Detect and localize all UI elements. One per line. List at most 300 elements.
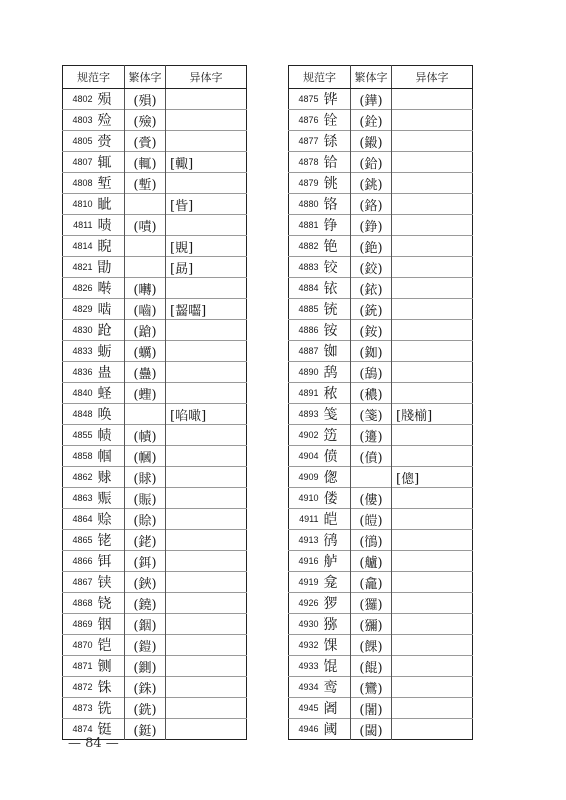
standard-char: 馄 bbox=[323, 656, 351, 677]
entry-number: 4932 bbox=[289, 635, 323, 656]
entry-number: 4930 bbox=[289, 614, 323, 635]
traditional-char: (銨) bbox=[351, 320, 392, 341]
standard-char: 阇 bbox=[323, 698, 351, 719]
table-row bbox=[63, 341, 247, 362]
standard-char: 勖 bbox=[97, 257, 125, 278]
traditional-char: (鎧) bbox=[125, 635, 166, 656]
traditional-char: (賑) bbox=[125, 488, 166, 509]
standard-char: 铧 bbox=[323, 92, 338, 108]
variant-char bbox=[392, 236, 473, 257]
table-row bbox=[63, 173, 247, 194]
table-row bbox=[289, 572, 473, 593]
table-row bbox=[63, 572, 247, 593]
traditional-char: (銃) bbox=[351, 299, 392, 320]
variant-char bbox=[392, 215, 473, 236]
entry-number: 4855 bbox=[63, 425, 97, 446]
standard-char: 辄 bbox=[97, 152, 125, 173]
traditional-char: (賒) bbox=[125, 509, 166, 530]
entry-number: 4869 bbox=[63, 614, 97, 635]
traditional-char: (獼) bbox=[351, 614, 392, 635]
entry-number: 4909 bbox=[289, 467, 323, 488]
table-row bbox=[289, 635, 473, 656]
table-row bbox=[289, 551, 473, 572]
standard-char: 殒 bbox=[97, 92, 112, 108]
standard-char: 铫 bbox=[323, 173, 351, 194]
entry-number: 4807 bbox=[63, 152, 97, 173]
standard-char: 蛎 bbox=[97, 341, 125, 362]
variant-char bbox=[166, 89, 247, 110]
entry-number: 4867 bbox=[63, 572, 97, 593]
traditional-char: (嘖) bbox=[125, 215, 166, 236]
traditional-char: (艫) bbox=[351, 551, 392, 572]
header-variant: 异体字 bbox=[166, 66, 247, 89]
table-row bbox=[63, 236, 247, 257]
entry-number: 4911 bbox=[289, 509, 323, 530]
entry-number: 4877 bbox=[289, 131, 323, 152]
traditional-char: (銖) bbox=[125, 677, 166, 698]
variant-char bbox=[166, 383, 247, 404]
entry-number: 4878 bbox=[289, 152, 323, 173]
variant-char bbox=[166, 656, 247, 677]
standard-char: 铠 bbox=[97, 635, 125, 656]
variant-char bbox=[392, 488, 473, 509]
table-row bbox=[289, 614, 473, 635]
table-row bbox=[63, 362, 247, 383]
header-standard: 规范字 bbox=[63, 66, 125, 89]
table-row bbox=[63, 131, 247, 152]
traditional-char: (銦) bbox=[125, 614, 166, 635]
variant-char bbox=[392, 362, 473, 383]
character-table-left bbox=[62, 65, 247, 740]
entry-number: 4866 bbox=[63, 551, 97, 572]
entry-number: 4864 bbox=[63, 509, 97, 530]
table-row bbox=[289, 677, 473, 698]
entry-number: 4874 bbox=[63, 719, 97, 740]
variant-char bbox=[392, 173, 473, 194]
standard-char: 铣 bbox=[97, 698, 125, 719]
traditional-char: (闍) bbox=[351, 698, 392, 719]
variant-char bbox=[392, 551, 473, 572]
table-row bbox=[63, 530, 247, 551]
table-row bbox=[289, 320, 473, 341]
table-row bbox=[289, 404, 473, 425]
traditional-char: (鍘) bbox=[125, 656, 166, 677]
entry-number: 4916 bbox=[289, 551, 323, 572]
table-row bbox=[63, 320, 247, 341]
variant-char bbox=[166, 677, 247, 698]
entry-number: 4884 bbox=[289, 278, 323, 299]
standard-char: 赇 bbox=[97, 467, 125, 488]
variant-char: [牋椾] bbox=[392, 404, 473, 425]
variant-char: [啗噉] bbox=[166, 404, 247, 425]
traditional-char: (龕) bbox=[351, 572, 392, 593]
table-row bbox=[63, 488, 247, 509]
standard-char: 偾 bbox=[323, 446, 351, 467]
traditional-char: (穠) bbox=[351, 383, 392, 404]
table-row bbox=[289, 488, 473, 509]
table-row bbox=[289, 131, 473, 152]
traditional-char: (銓) bbox=[351, 110, 392, 131]
variant-char bbox=[166, 488, 247, 509]
traditional-char: (鋏) bbox=[125, 572, 166, 593]
variant-char bbox=[392, 656, 473, 677]
table-row bbox=[63, 299, 247, 320]
standard-char: 皑 bbox=[323, 509, 351, 530]
entry-number: 4886 bbox=[289, 320, 323, 341]
entry-number: 4933 bbox=[289, 656, 323, 677]
entry-number: 4883 bbox=[289, 257, 323, 278]
table-row bbox=[63, 194, 247, 215]
traditional-char: (幘) bbox=[125, 425, 166, 446]
variant-char bbox=[166, 215, 247, 236]
entry-number: 4881 bbox=[289, 215, 323, 236]
entry-number: 4872 bbox=[63, 677, 97, 698]
traditional-char bbox=[351, 467, 392, 488]
entry-number: 4808 bbox=[63, 173, 97, 194]
traditional-char: (殮) bbox=[125, 110, 166, 131]
traditional-char: (銠) bbox=[125, 530, 166, 551]
standard-char: 笾 bbox=[323, 425, 351, 446]
entry-number: 4882 bbox=[289, 236, 323, 257]
traditional-char: (鉻) bbox=[351, 194, 392, 215]
standard-char: 铵 bbox=[323, 320, 351, 341]
table-row bbox=[289, 236, 473, 257]
variant-char: [眥] bbox=[166, 194, 247, 215]
entry-number: 4868 bbox=[63, 593, 97, 614]
variant-char bbox=[392, 719, 473, 740]
table-row bbox=[63, 404, 247, 425]
variant-char bbox=[166, 341, 247, 362]
table-row bbox=[289, 467, 473, 488]
standard-char: 铰 bbox=[323, 257, 351, 278]
variant-char bbox=[166, 446, 247, 467]
variant-char bbox=[166, 467, 247, 488]
table-row bbox=[289, 278, 473, 299]
traditional-char: (籩) bbox=[351, 425, 392, 446]
table-row bbox=[289, 593, 473, 614]
entry-number: 4863 bbox=[63, 488, 97, 509]
traditional-char: (鐃) bbox=[125, 593, 166, 614]
table-row bbox=[289, 656, 473, 677]
standard-char: 啮 bbox=[97, 299, 125, 320]
standard-char: 铷 bbox=[323, 341, 351, 362]
traditional-char: (蠱) bbox=[125, 362, 166, 383]
table-row bbox=[289, 194, 473, 215]
variant-char: [勗] bbox=[166, 257, 247, 278]
traditional-char bbox=[125, 257, 166, 278]
traditional-char: (皚) bbox=[351, 509, 392, 530]
traditional-char: (鎩) bbox=[351, 131, 392, 152]
variant-char bbox=[392, 698, 473, 719]
standard-char: 笺 bbox=[323, 404, 351, 425]
table-row bbox=[289, 383, 473, 404]
entry-number: 4945 bbox=[289, 698, 323, 719]
variant-char bbox=[166, 131, 247, 152]
traditional-char: (鏵) bbox=[351, 89, 392, 110]
table-row bbox=[63, 614, 247, 635]
traditional-char: (銥) bbox=[351, 278, 392, 299]
traditional-char: (錚) bbox=[351, 215, 392, 236]
traditional-char: (賕) bbox=[125, 467, 166, 488]
standard-char: 铳 bbox=[323, 299, 351, 320]
page-number: — 84 — bbox=[68, 736, 119, 751]
variant-char bbox=[166, 110, 247, 131]
standard-char: 蛊 bbox=[97, 362, 125, 383]
variant-char bbox=[166, 278, 247, 299]
table-row bbox=[289, 362, 473, 383]
standard-char: 蛏 bbox=[97, 383, 125, 404]
table-row bbox=[63, 635, 247, 656]
standard-char: 猕 bbox=[323, 614, 351, 635]
table-row bbox=[289, 152, 473, 173]
variant-char bbox=[392, 593, 473, 614]
standard-char: 铢 bbox=[97, 677, 125, 698]
variant-char bbox=[392, 446, 473, 467]
traditional-char bbox=[125, 404, 166, 425]
standard-char: 帼 bbox=[97, 446, 125, 467]
traditional-char: (銑) bbox=[125, 698, 166, 719]
traditional-char: (餛) bbox=[351, 656, 392, 677]
standard-char: 秾 bbox=[323, 383, 351, 404]
entry-number: 4871 bbox=[63, 656, 97, 677]
entry-number: 4862 bbox=[63, 467, 97, 488]
entry-number: 4811 bbox=[63, 215, 97, 236]
traditional-char: (鉺) bbox=[125, 551, 166, 572]
standard-char: 偻 bbox=[323, 488, 351, 509]
header-traditional: 繁体字 bbox=[125, 66, 166, 89]
table-row bbox=[289, 341, 473, 362]
table-row bbox=[289, 173, 473, 194]
traditional-char: (僂) bbox=[351, 488, 392, 509]
table-row bbox=[289, 89, 473, 110]
table-row bbox=[63, 593, 247, 614]
entry-number: 4833 bbox=[63, 341, 97, 362]
table-row bbox=[63, 257, 247, 278]
header-traditional: 繁体字 bbox=[351, 66, 392, 89]
traditional-char: (蠣) bbox=[125, 341, 166, 362]
traditional-char: (嚙) bbox=[125, 299, 166, 320]
entry-number: 4840 bbox=[63, 383, 97, 404]
variant-char bbox=[166, 698, 247, 719]
header-variant: 异体字 bbox=[392, 66, 473, 89]
standard-char: 跄 bbox=[97, 320, 125, 341]
table-row bbox=[63, 467, 247, 488]
variant-char bbox=[166, 509, 247, 530]
traditional-char: (銚) bbox=[351, 173, 392, 194]
table-header-row bbox=[63, 66, 247, 89]
variant-char bbox=[166, 530, 247, 551]
variant-char bbox=[392, 194, 473, 215]
variant-char bbox=[392, 131, 473, 152]
traditional-char: (賫) bbox=[125, 131, 166, 152]
variant-char bbox=[392, 509, 473, 530]
standard-char: 铯 bbox=[323, 236, 351, 257]
traditional-char: (銫) bbox=[351, 236, 392, 257]
variant-char bbox=[392, 110, 473, 131]
entry-number: 4880 bbox=[289, 194, 323, 215]
standard-char: 铮 bbox=[323, 215, 351, 236]
entry-number: 4904 bbox=[289, 446, 323, 467]
standard-char: 猡 bbox=[323, 593, 351, 614]
character-table-right bbox=[288, 65, 473, 740]
standard-char: 鸹 bbox=[323, 362, 351, 383]
standard-char: 铡 bbox=[97, 656, 125, 677]
standard-char: 睨 bbox=[97, 236, 125, 257]
entry-number: 4891 bbox=[289, 383, 323, 404]
table-row bbox=[63, 677, 247, 698]
traditional-char bbox=[125, 236, 166, 257]
variant-char: [齧囓] bbox=[166, 299, 247, 320]
table-row bbox=[289, 446, 473, 467]
variant-char bbox=[166, 425, 247, 446]
variant-char bbox=[392, 677, 473, 698]
standard-char: 鸻 bbox=[323, 530, 351, 551]
variant-char: [輙] bbox=[166, 152, 247, 173]
standard-char: 啧 bbox=[97, 215, 125, 236]
table-row bbox=[289, 530, 473, 551]
traditional-char: (玀) bbox=[351, 593, 392, 614]
variant-char bbox=[166, 593, 247, 614]
standard-char: 赍 bbox=[97, 131, 125, 152]
standard-char: 赊 bbox=[97, 509, 125, 530]
traditional-char: (箋) bbox=[351, 404, 392, 425]
standard-char: 铪 bbox=[323, 152, 351, 173]
standard-char: 阈 bbox=[323, 719, 351, 740]
entry-number: 4910 bbox=[289, 488, 323, 509]
traditional-char: (鴴) bbox=[351, 530, 392, 551]
table-row bbox=[63, 446, 247, 467]
table-row bbox=[289, 509, 473, 530]
table-row bbox=[289, 425, 473, 446]
table-row bbox=[289, 299, 473, 320]
entry-number: 4879 bbox=[289, 173, 323, 194]
standard-char: 馃 bbox=[323, 635, 351, 656]
standard-char: 铤 bbox=[97, 719, 125, 740]
entry-number: 4870 bbox=[63, 635, 97, 656]
variant-char bbox=[392, 89, 473, 110]
traditional-char: (鋌) bbox=[125, 719, 166, 740]
traditional-char: (塹) bbox=[125, 173, 166, 194]
traditional-char bbox=[125, 194, 166, 215]
variant-char bbox=[392, 572, 473, 593]
entry-number: 4875 bbox=[298, 94, 319, 104]
entry-number: 4885 bbox=[289, 299, 323, 320]
entry-number: 4865 bbox=[63, 530, 97, 551]
table-row bbox=[63, 215, 247, 236]
entry-number: 4913 bbox=[289, 530, 323, 551]
variant-char bbox=[166, 719, 247, 740]
entry-number: 4830 bbox=[63, 320, 97, 341]
entry-number: 4926 bbox=[289, 593, 323, 614]
entry-number: 4934 bbox=[289, 677, 323, 698]
standard-char: 殓 bbox=[97, 110, 125, 131]
entry-number: 4873 bbox=[63, 698, 97, 719]
variant-char bbox=[392, 341, 473, 362]
traditional-char: (餜) bbox=[351, 635, 392, 656]
standard-char: 鸾 bbox=[323, 677, 351, 698]
entry-number: 4836 bbox=[63, 362, 97, 383]
traditional-char: (鴰) bbox=[351, 362, 392, 383]
standard-char: 眦 bbox=[97, 194, 125, 215]
table-row bbox=[63, 656, 247, 677]
entry-number: 4893 bbox=[289, 404, 323, 425]
table-row bbox=[289, 257, 473, 278]
standard-char: 铱 bbox=[323, 278, 351, 299]
table-row bbox=[63, 509, 247, 530]
entry-number: 4814 bbox=[63, 236, 97, 257]
variant-char bbox=[166, 362, 247, 383]
traditional-char: (輒) bbox=[125, 152, 166, 173]
variant-char bbox=[392, 425, 473, 446]
table-row bbox=[289, 215, 473, 236]
standard-char: 啭 bbox=[97, 278, 125, 299]
variant-char: [傯] bbox=[392, 467, 473, 488]
traditional-char: (囀) bbox=[125, 278, 166, 299]
table-row bbox=[63, 698, 247, 719]
entry-number: 4803 bbox=[63, 110, 97, 131]
entry-number: 4887 bbox=[289, 341, 323, 362]
standard-char: 铒 bbox=[97, 551, 125, 572]
table-row bbox=[63, 425, 247, 446]
variant-char bbox=[166, 614, 247, 635]
table-row bbox=[289, 698, 473, 719]
traditional-char: (殞) bbox=[125, 89, 166, 110]
entry-number: 4858 bbox=[63, 446, 97, 467]
entry-number: 4821 bbox=[63, 257, 97, 278]
entry-number: 4919 bbox=[289, 572, 323, 593]
entry-number: 4826 bbox=[63, 278, 97, 299]
standard-char: 偬 bbox=[323, 467, 351, 488]
standard-char: 铑 bbox=[97, 530, 125, 551]
table-row bbox=[63, 110, 247, 131]
table-row bbox=[63, 278, 247, 299]
variant-char bbox=[392, 278, 473, 299]
variant-char bbox=[166, 635, 247, 656]
entry-number: 4829 bbox=[63, 299, 97, 320]
variant-char bbox=[166, 320, 247, 341]
standard-char: 赈 bbox=[97, 488, 125, 509]
traditional-char: (僨) bbox=[351, 446, 392, 467]
variant-char bbox=[166, 173, 247, 194]
standard-char: 唤 bbox=[97, 404, 125, 425]
traditional-char: (鸞) bbox=[351, 677, 392, 698]
variant-char bbox=[392, 614, 473, 635]
entry-number: 4902 bbox=[289, 425, 323, 446]
traditional-char: (鉿) bbox=[351, 152, 392, 173]
traditional-char: (蹌) bbox=[125, 320, 166, 341]
entry-number: 4890 bbox=[289, 362, 323, 383]
traditional-char: (鉸) bbox=[351, 257, 392, 278]
entry-number: 4810 bbox=[63, 194, 97, 215]
standard-char: 堑 bbox=[97, 173, 125, 194]
variant-char bbox=[392, 635, 473, 656]
table-row bbox=[63, 551, 247, 572]
header-standard: 规范字 bbox=[289, 66, 351, 89]
entry-number: 4876 bbox=[289, 110, 323, 131]
table-header-row bbox=[289, 66, 473, 89]
variant-char bbox=[166, 572, 247, 593]
table-row bbox=[289, 110, 473, 131]
entry-number: 4848 bbox=[63, 404, 97, 425]
standard-char: 铙 bbox=[97, 593, 125, 614]
standard-char: 舻 bbox=[323, 551, 351, 572]
entry-number: 4805 bbox=[63, 131, 97, 152]
table-row bbox=[63, 152, 247, 173]
standard-char: 铗 bbox=[97, 572, 125, 593]
standard-char: 铨 bbox=[323, 110, 351, 131]
traditional-char: (閾) bbox=[351, 719, 392, 740]
standard-char: 铬 bbox=[323, 194, 351, 215]
